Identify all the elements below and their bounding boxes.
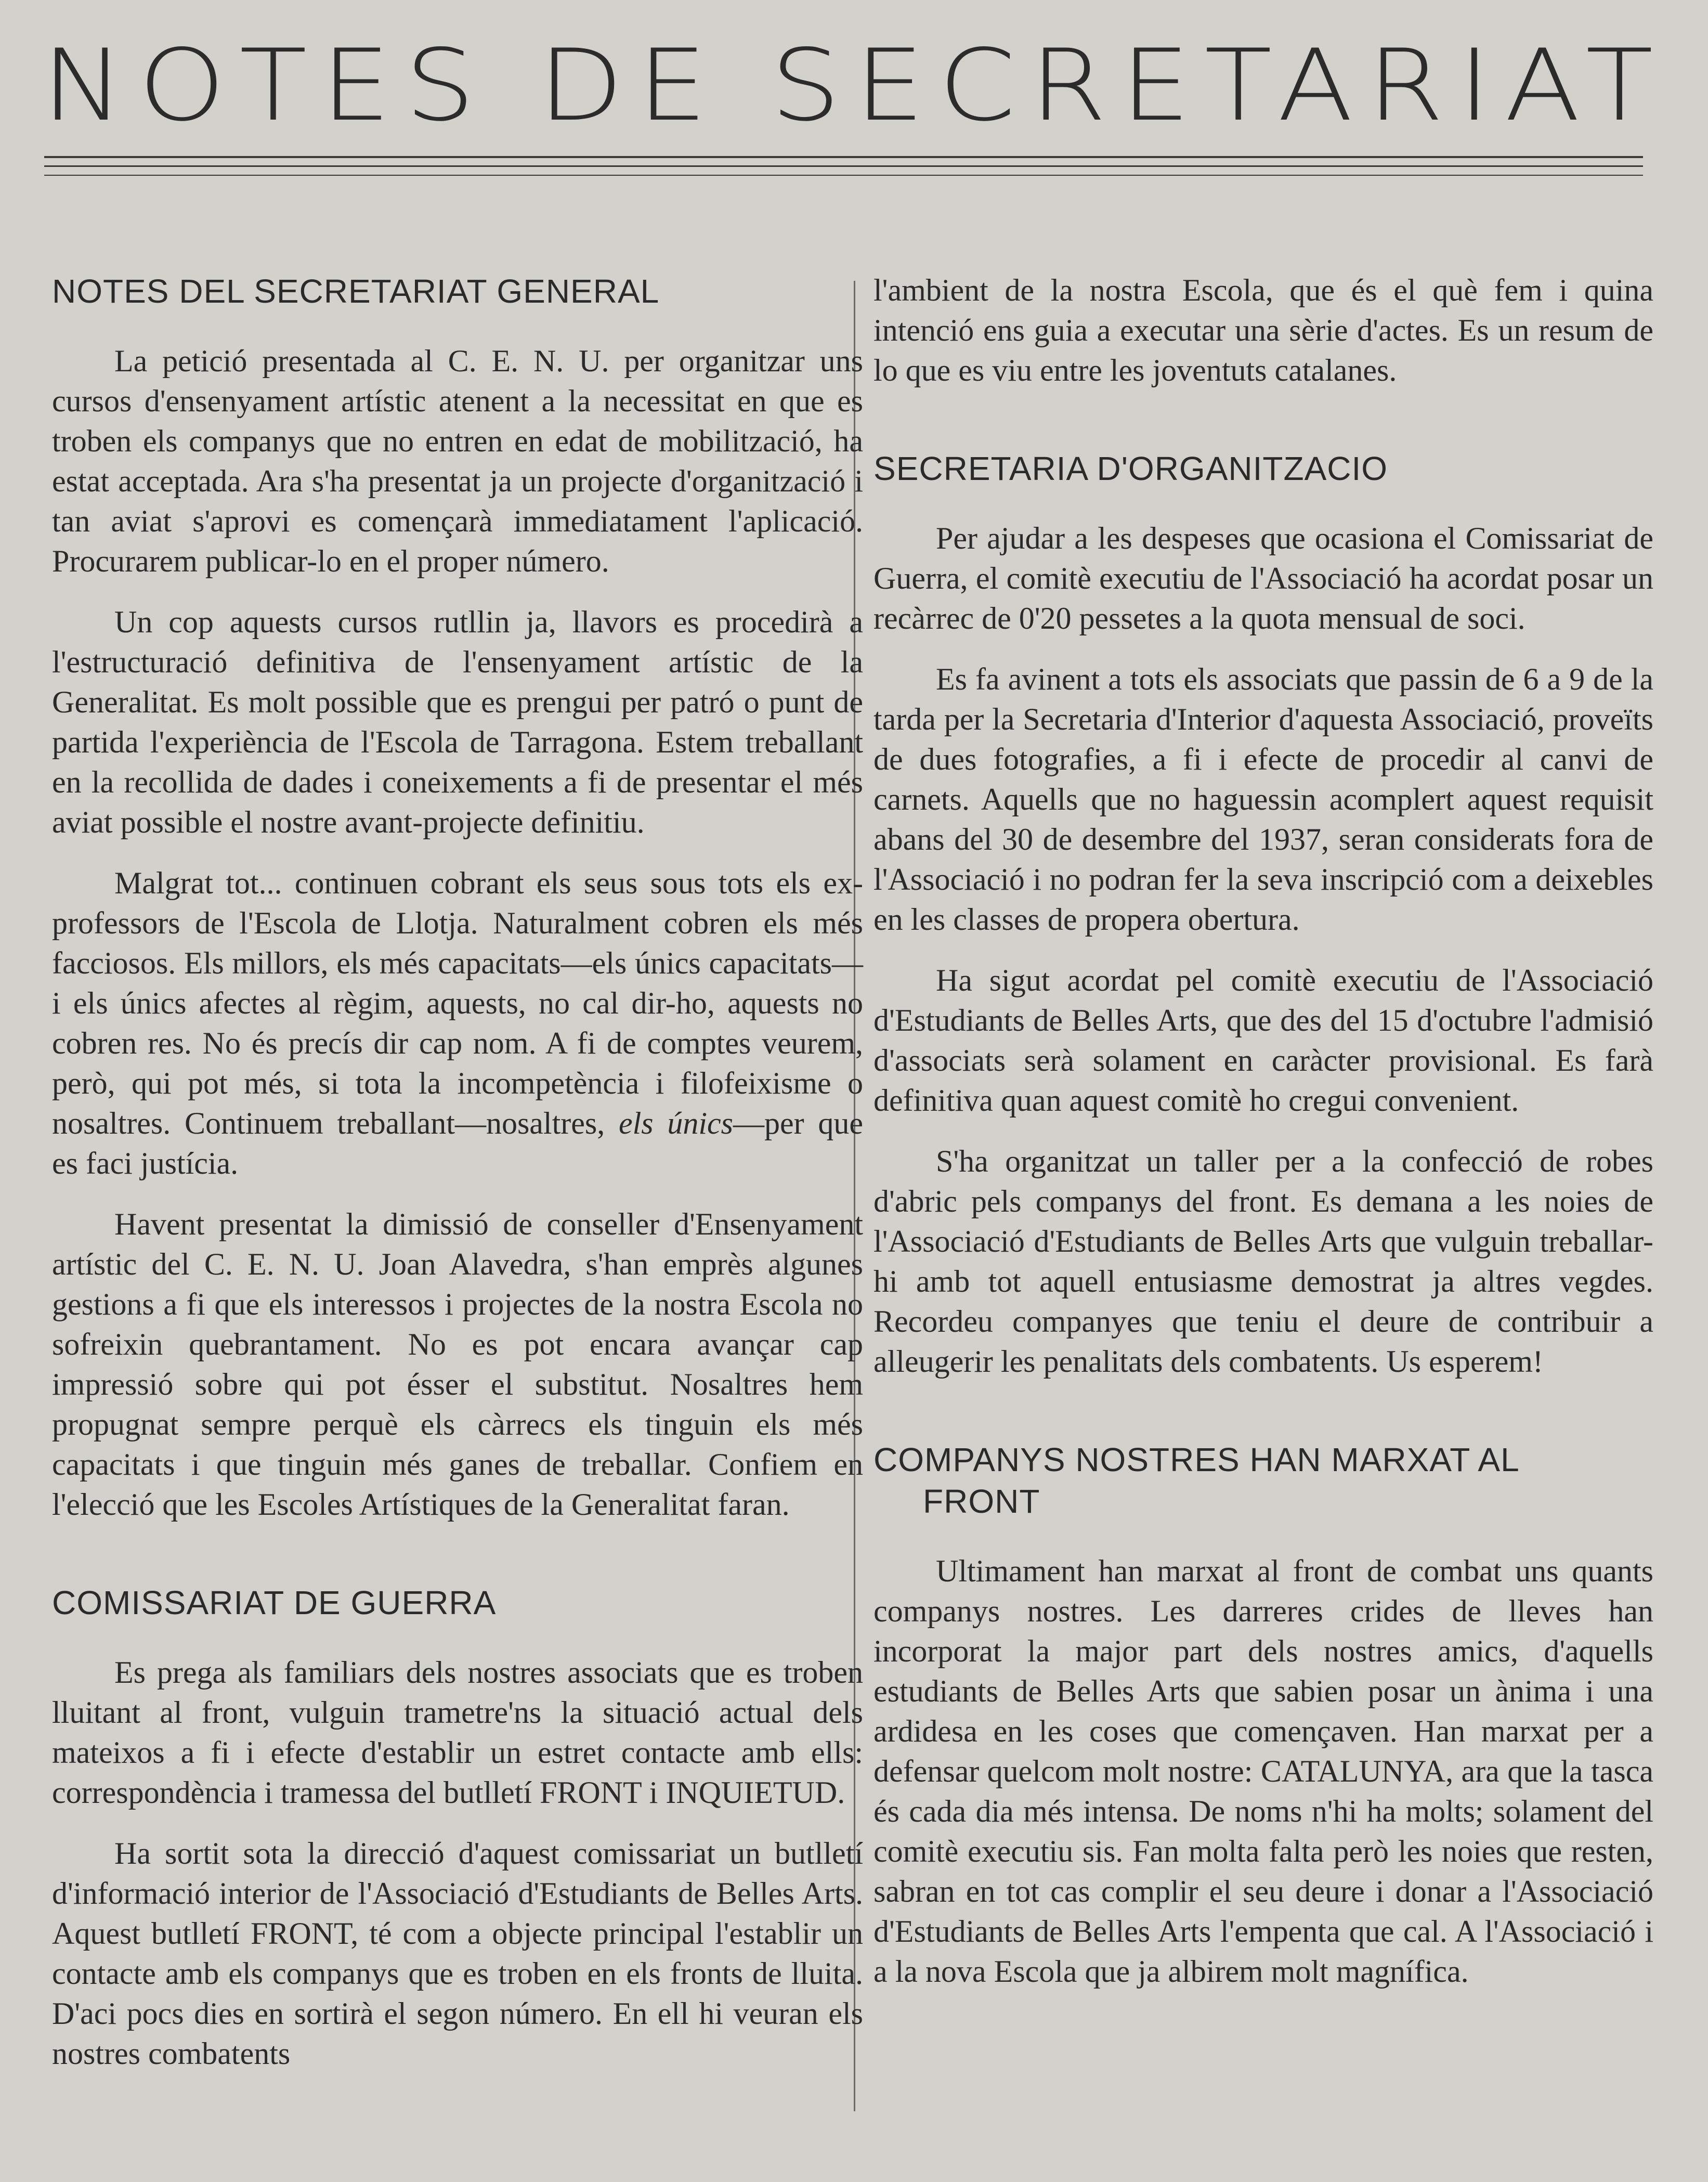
- title-rule: [44, 156, 1643, 158]
- paragraph: Es prega als familiars dels nostres associats que es troben lluitant al front, vulguin trametre'ns la situació actual dels mateixos a fi i efecte d'establir un estret contacte amb ells: correspondència i tramessa del butlletí FRONT i INQUIETUD.: [52, 1655, 863, 1810]
- left-column: [52, 270, 863, 2074]
- title-line: COMPANYS NOSTRES HAN MARXAT AL: [873, 1441, 1520, 1478]
- paragraph-text: Malgrat tot... continuen cobrant els seus sous tots els ex-professors de l'Escola de Llotja. Naturalment cobren els més facciosos. Els millors, els més capacitats—els únics capacitats—i els únics afectes al règim, aquests, no cal dir-ho, aquests no cobren res. No és precís dir cap nom. A fi de comptes veurem, però, qui pot més, si tota la incompetència i filofeixisme o nosaltres. Continuem treballant—nosaltres,: [52, 866, 863, 1140]
- paragraph-text: —per que es faci justícia.: [52, 1106, 864, 1180]
- paragraph: Ha sigut acordat pel comitè executiu de l'Associació d'Estudiants de Belles Arts, que des del 15 d'octubre l'admisió d'associats serà solament en caràcter provisional. Es farà definitiva quan aquest comitè ho cregui convenient.: [873, 963, 1653, 1118]
- paragraph: Ha sortit sota la direcció d'aquest comissariat un butlletí d'informació interior de l'Associació d'Estudiants de Belles Arts. Aquest butlletí FRONT, té com a objecte principal l'establir un contacte amb els companys que es troben en els fronts de lluita. D'aci pocs dies en sortirà el segon número. En ell hi veuran els nostres combatents: [52, 1836, 863, 2071]
- right-column: [873, 270, 1653, 1992]
- section-title-guerra: COMISSARIAT DE GUERRA: [52, 1584, 497, 1621]
- title-rule: [44, 175, 1643, 176]
- paragraph-continued: l'ambient de la nostra Escola, que és el què fem i quina intenció ens guia a executar una sèrie d'actes. Es un resum de lo que es viu entre les joventuts catalanes.: [873, 273, 1653, 387]
- paragraph: S'ha organitzat un taller per a la confecció de robes d'abric pels companys del front. Es demana a les noies de l'Associació d'Estudiants de Belles Arts que vulguin treballar-hi amb tot aquell entusiasme demostrat ja altres vegdes. Recordeu companyes que teniu el deure de contribuir a alleugerir les penalitats dels combatents. Us esperem!: [873, 1144, 1653, 1379]
- emphasis-text: els únics: [618, 1106, 734, 1140]
- paragraph: Per ajudar a les despeses que ocasiona el Comissariat de Guerra, el comitè executiu de l'Associació ha acordat posar un recàrrec de 0'20 pessetes a la quota mensual de soci.: [873, 521, 1653, 635]
- title-line: FRONT: [923, 1483, 1040, 1520]
- page-title: NOTES DE SECRETARIAT: [42, 28, 1667, 143]
- paragraph: Ultimament han marxat al front de combat uns quants companys nostres. Les darreres crides de lleves han incorporat la major part dels nostres amics, d'aquells estudiants de Belles Arts que sabien posar un ànima i una ardidesa en les coses que començaven. Han marxat per a defensar quelcom molt nostre: CATALUNYA, ara que la tasca és cada dia més intensa. De noms n'hi ha molts; solament del comitè executiu sis. Fan molta falta però les noies que resten, sabran en tot cas complir el seu deure i donar a l'Associació d'Estudiants de Belles Arts l'empenta que cal. A l'Associació i a la nova Escola que ja albirem molt magnífica.: [873, 1554, 1653, 1989]
- section-title-front: [873, 1439, 1653, 1522]
- paragraph: Havent presentat la dimissió de conseller d'Ensenyament artístic del C. E. N. U. Joan Alavedra, s'han emprès algunes gestions a fi que els interessos i projectes de la nostra Escola no sofreixin quebrantament. No es pot encara avançar cap impressió sobre qui pot ésser el substitut. Nosaltres hem propugnat sempre perquè els càrrecs els tinguin els més capacitats i que tinguin més ganes de treballar. Confiem en l'elecció que les Escoles Artístiques de la Generalitat faran.: [52, 1207, 863, 1522]
- title-rule: [44, 165, 1643, 167]
- paragraph: Un cop aquests cursos rutllin ja, llavors es procedirà a l'estructuració definitiva de l'ensenyament artístic de la Generalitat. Es molt possible que es prengui per patró o punt de partida l'experiència de l'Escola de Tarragona. Estem treballant en la recollida de dades i coneixements a fi de presentar el més aviat possible el nostre avant-projecte definitiu.: [52, 605, 863, 839]
- section-title-general: NOTES DEL SECRETARIAT GENERAL: [52, 272, 660, 310]
- section-title-organitzacio: SECRETARIA D'ORGANITZACIO: [873, 450, 1388, 487]
- paragraph: La petició presentada al C. E. N. U. per organitzar uns cursos d'ensenyament artístic atenent a la necessitat en que es troben els companys que no entren en edat de mobilització, ha estat acceptada. Ara s'ha presentat ja un projecte d'organització i tan aviat s'aprovi es començarà immediatament l'aplicació. Procurarem publicar-lo en el proper número.: [52, 344, 863, 578]
- paragraph: [52, 863, 863, 1184]
- paragraph: Es fa avinent a tots els associats que passin de 6 a 9 de la tarda per la Secretaria d'Interior d'aquesta Associació, proveïts de dues fotografies, a fi i efecte de procedir al canvi de carnets. Aquells que no haguessin acomplert aquest requisit abans del 30 de desembre del 1937, seran considerats fora de l'Associació i no podran fer la seva inscripció com a deixebles en les classes de propera obertura.: [873, 662, 1653, 937]
